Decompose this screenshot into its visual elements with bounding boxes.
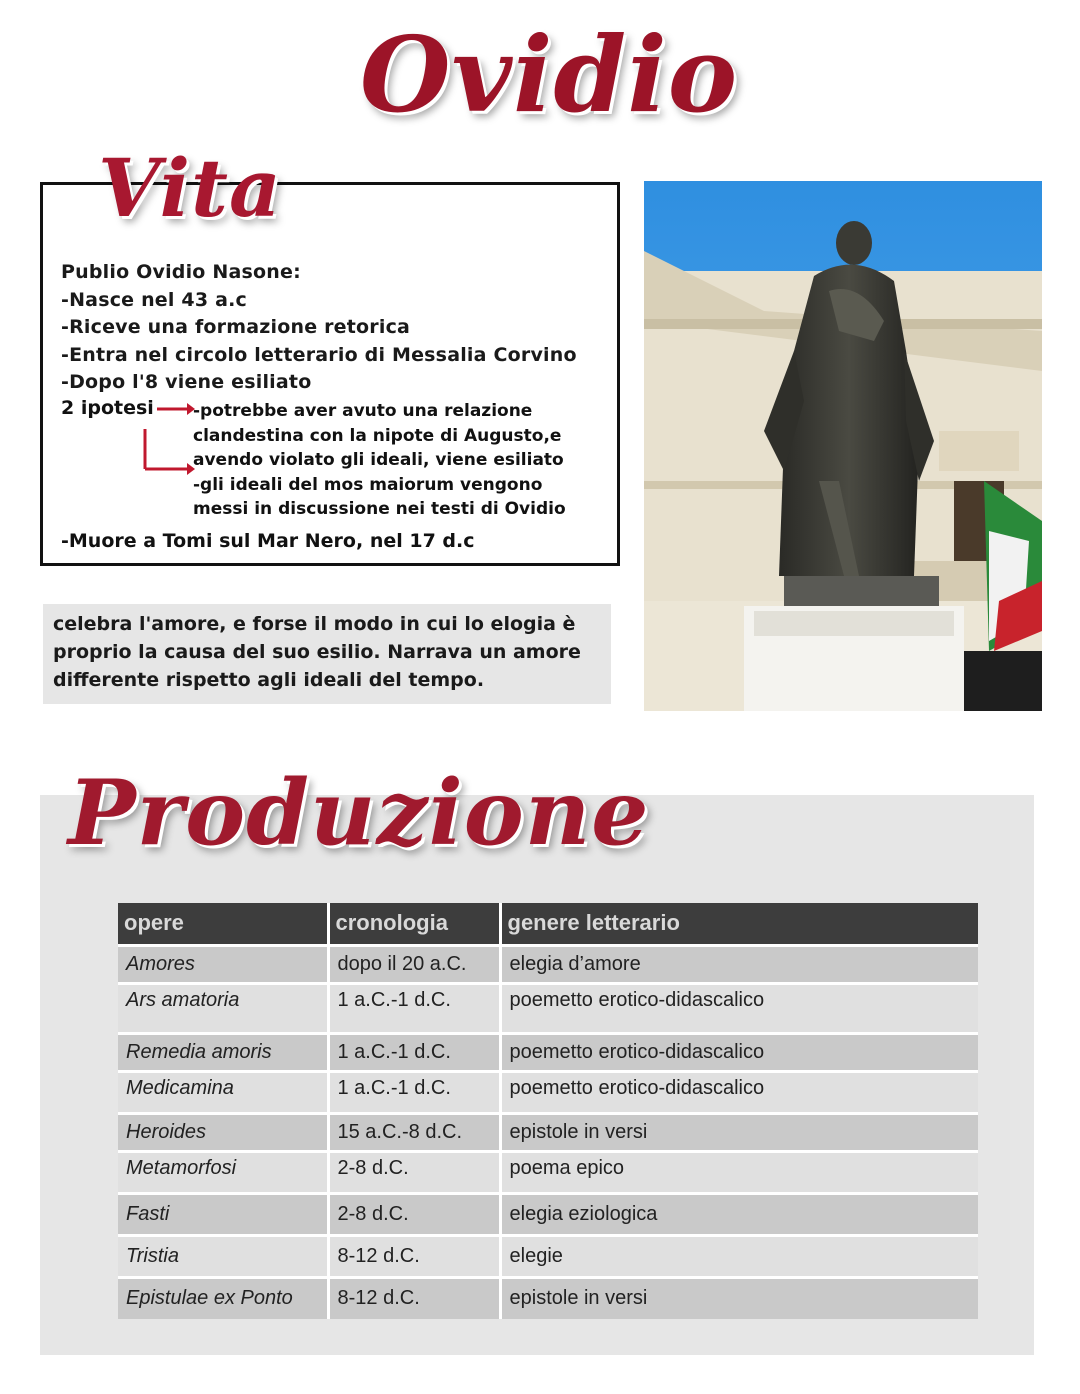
work-genre: poemetto erotico-didascalico xyxy=(500,1033,978,1071)
vita-lines xyxy=(61,259,577,397)
column-header: genere letterario xyxy=(500,903,978,945)
work-genre: elegia eziologica xyxy=(500,1193,978,1235)
column-header: opere xyxy=(118,903,328,945)
hypothesis-line: messi in discussione nei testi di Ovidio xyxy=(193,499,566,519)
work-chronology: 15 a.C.-8 d.C. xyxy=(328,1113,500,1151)
table-row xyxy=(118,1277,978,1319)
branch-arrow-icon xyxy=(143,399,195,479)
table-row xyxy=(118,1151,978,1193)
work-chronology: 8-12 d.C. xyxy=(328,1277,500,1319)
table-row xyxy=(118,1033,978,1071)
work-chronology: 1 a.C.-1 d.C. xyxy=(328,1071,500,1113)
page-title: Ovidio xyxy=(360,13,739,136)
work-title: Epistulae ex Ponto xyxy=(118,1277,328,1319)
table-row xyxy=(118,1193,978,1235)
work-genre: epistole in versi xyxy=(500,1113,978,1151)
hypothesis-line: clandestina con la nipote di Augusto,e xyxy=(193,425,562,446)
work-title: Fasti xyxy=(118,1193,328,1235)
love-note xyxy=(43,604,611,704)
vita-heading: Vita xyxy=(98,141,282,235)
work-chronology: 8-12 d.C. xyxy=(328,1235,500,1277)
hypothesis-line: -potrebbe aver avuto una relazione xyxy=(193,401,533,421)
works-table xyxy=(118,903,978,1319)
work-chronology: 2-8 d.C. xyxy=(328,1151,500,1193)
note-line: differente rispetto agli ideali del tempo. xyxy=(53,669,485,691)
hypothesis-line: avendo violato gli ideali, viene esiliato xyxy=(193,450,564,470)
hypotheses-text xyxy=(193,399,566,522)
work-chronology: dopo il 20 a.C. xyxy=(328,945,500,983)
column-header: cronologia xyxy=(328,903,500,945)
vita-last-line: -Muore a Tomi sul Mar Nero, nel 17 d.c xyxy=(61,530,475,552)
work-genre: poemetto erotico-didascalico xyxy=(500,1071,978,1113)
work-title: Heroides xyxy=(118,1113,328,1151)
work-title: Tristia xyxy=(118,1235,328,1277)
vita-line: -Riceve una formazione retorica xyxy=(61,316,411,338)
table-row xyxy=(118,1235,978,1277)
table-header-row xyxy=(118,903,978,945)
production-heading: Produzione xyxy=(68,760,650,866)
work-genre: poema epico xyxy=(500,1151,978,1193)
table-row xyxy=(118,983,978,1033)
table-row xyxy=(118,945,978,983)
work-title: Medicamina xyxy=(118,1071,328,1113)
note-line: proprio la causa del suo esilio. Narrava un amore xyxy=(53,641,581,663)
note-line: celebra l'amore, e forse il modo in cui lo elogia è xyxy=(53,613,576,635)
work-chronology: 1 a.C.-1 d.C. xyxy=(328,1033,500,1071)
table-row xyxy=(118,1113,978,1151)
work-genre: epistole in versi xyxy=(500,1277,978,1319)
table-row xyxy=(118,1071,978,1113)
work-genre: poemetto erotico-didascalico xyxy=(500,983,978,1033)
work-genre: elegie xyxy=(500,1235,978,1277)
vita-line: Publio Ovidio Nasone: xyxy=(61,261,301,283)
work-chronology: 1 a.C.-1 d.C. xyxy=(328,983,500,1033)
work-title: Amores xyxy=(118,945,328,983)
work-genre: elegia d’amore xyxy=(500,945,978,983)
vita-box xyxy=(40,182,620,566)
vita-line: -Dopo l'8 viene esiliato xyxy=(61,371,312,393)
work-title: Metamorfosi xyxy=(118,1151,328,1193)
work-chronology: 2-8 d.C. xyxy=(328,1193,500,1235)
vita-line: -Nasce nel 43 a.c xyxy=(61,288,247,311)
work-title: Remedia amoris xyxy=(118,1033,328,1071)
hypothesis-line: -gli ideali del mos maiorum vengono xyxy=(193,474,543,495)
vita-line: -Entra nel circolo letterario di Messalia Corvino xyxy=(61,343,577,366)
ovid-statue-photo xyxy=(644,181,1042,711)
hypotheses-label: 2 ipotesi xyxy=(61,397,154,419)
work-title: Ars amatoria xyxy=(118,983,328,1033)
